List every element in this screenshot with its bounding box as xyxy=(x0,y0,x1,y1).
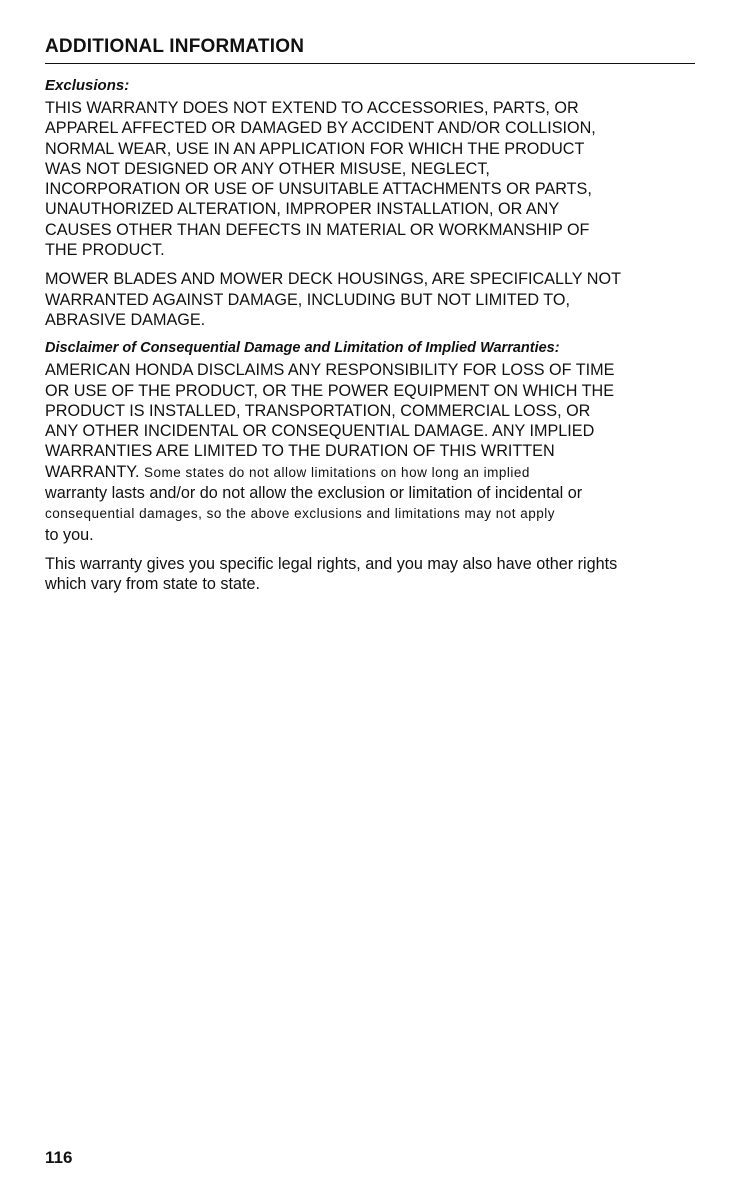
exclusions-paragraph: THIS WARRANTY DOES NOT EXTEND TO ACCESSORIES, PARTS, OR APPAREL AFFECTED OR DAMAGED BY ACCIDENT AND/OR COLLISION, NORMAL WEAR, USE IN AN APPLICATION FOR WHICH THE PRODUCT WAS NOT DESIGNED OR ANY OTHER MISUSE, NEGLECT, INCORPORATION OR USE OF UNSUITABLE ATTACHMENTS OR PARTS, UNAUTHORIZED ALTERATION, IMPROPER INSTALLATION, OR ANY CAUSES OTHER THAN DEFECTS IN MATERIAL OR WORKMANSHIP OF THE PRODUCT. xyxy=(45,99,596,260)
document-page xyxy=(45,36,695,595)
disclaimer-normal-text-1: warranty lasts and/or do not allow the exclusion or limitation of incidental or xyxy=(45,484,583,503)
page-number: 116 xyxy=(45,1148,73,1167)
disclaimer-heading: Disclaimer of Consequential Damage and Limitation of Implied Warranties: xyxy=(45,340,560,357)
disclaimer-small-text-2: consequential damages, so the above exclusions and limitations may not apply xyxy=(45,506,556,522)
disclaimer-paragraph xyxy=(45,360,695,545)
exclusions-heading: Exclusions: xyxy=(45,77,130,94)
legal-rights-paragraph: This warranty gives you specific legal rights, and you may also have other rights which vary from state to state. xyxy=(45,554,618,594)
disclaimer-normal-text-2: to you. xyxy=(45,525,94,544)
mower-blades-paragraph: MOWER BLADES AND MOWER DECK HOUSINGS, ARE SPECIFICALLY NOT WARRANTED AGAINST DAMAGE, INCLUDING BUT NOT LIMITED TO, ABRASIVE DAMAGE. xyxy=(45,270,621,329)
disclaimer-caps-text: AMERICAN HONDA DISCLAIMS ANY RESPONSIBILITY FOR LOSS OF TIME OR USE OF THE PRODUCT, OR THE POWER EQUIPMENT ON WHICH THE PRODUCT IS INSTALLED, TRANSPORTATION, COMMERCIAL LOSS, OR ANY OTHER INCIDENTAL OR CONSEQUENTIAL DAMAGE. ANY IMPLIED WARRANTIES ARE LIMITED TO THE DURATION OF THIS WRITTEN WARRANTY. xyxy=(45,361,615,481)
section-title: ADDITIONAL INFORMATION xyxy=(45,36,695,64)
disclaimer-small-text-1: Some states do not allow limitations on how long an implied xyxy=(143,464,530,480)
